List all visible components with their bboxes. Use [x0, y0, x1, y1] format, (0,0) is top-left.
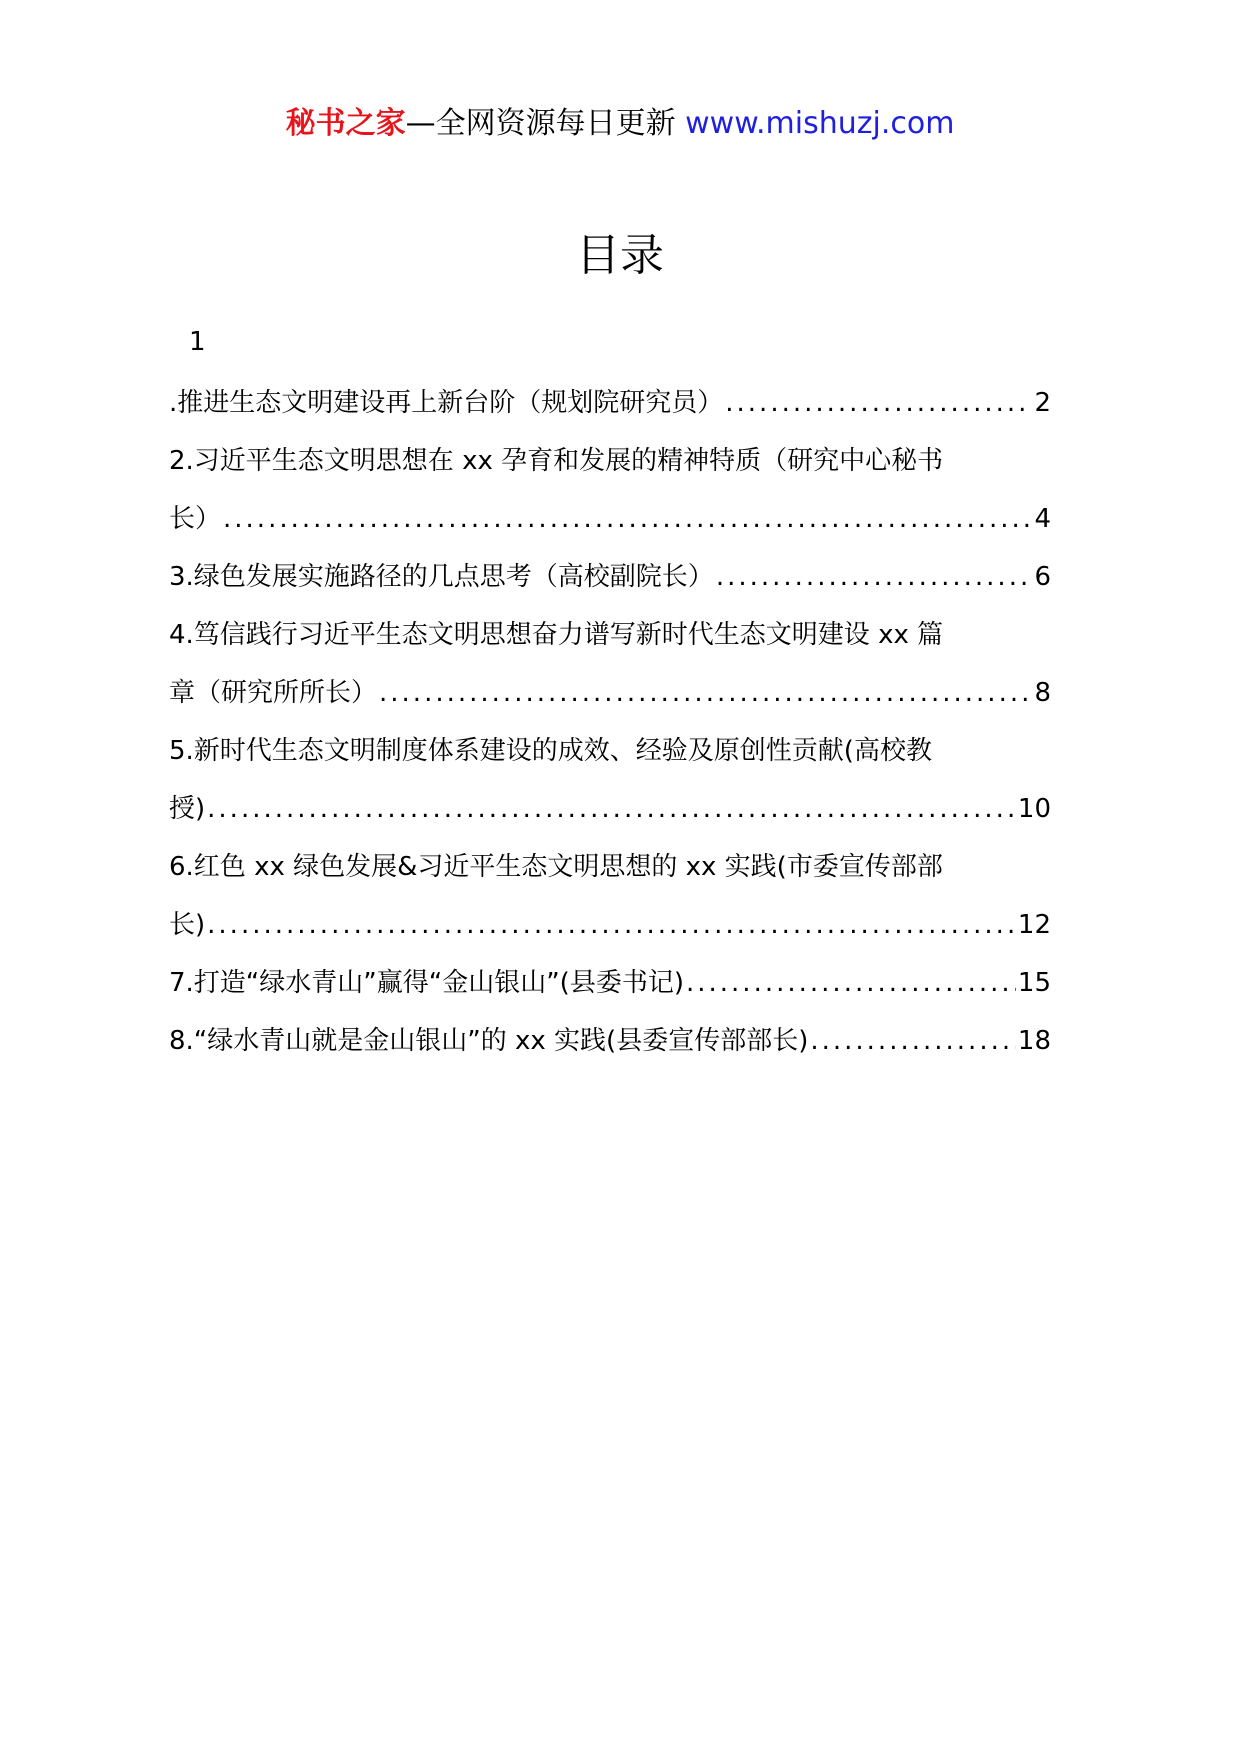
toc-lead-number: 1	[189, 327, 206, 357]
toc-entry-7[interactable]	[169, 963, 1051, 1003]
toc-entry-4-title-cont: 章（研究所所长）	[169, 678, 378, 708]
toc-entry-3[interactable]	[169, 557, 1051, 597]
toc-entry-1-title: .推进生态文明建设再上新台阶（规划院研究员）	[169, 388, 724, 418]
dot-leader	[207, 789, 1016, 829]
toc-entry-5-page: 10	[1017, 794, 1051, 824]
toc-entry-3-title: 3.绿色发展实施路径的几点思考（高校副院长）	[169, 562, 714, 592]
dot-leader	[223, 499, 1032, 539]
toc-entry-2[interactable]	[169, 499, 1051, 539]
toc-entry-2-page: 4	[1034, 504, 1051, 534]
brand-name: 秘书之家	[285, 106, 406, 141]
toc-entry-8-title: 8.“绿水青山就是金山银山”的 xx 实践(县委宣传部部长)	[169, 1026, 809, 1056]
dot-leader	[686, 963, 1016, 1003]
toc-entry-6-title-cont: 长)	[169, 910, 206, 940]
toc-entry-6-page: 12	[1017, 910, 1051, 940]
site-header	[0, 104, 1240, 144]
toc-entry-4-line1[interactable]: 4.笃信践行习近平生态文明思想奋力谱写新时代生态文明建设 xx 篇	[169, 620, 944, 650]
toc-entry-1-page: 2	[1034, 388, 1051, 418]
dot-leader	[716, 557, 1033, 597]
dot-leader	[810, 1021, 1016, 1061]
toc-entry-1[interactable]	[169, 383, 1051, 423]
toc-entry-6[interactable]	[169, 905, 1051, 945]
toc-entry-5[interactable]	[169, 789, 1051, 829]
toc-entry-2-title-cont: 长）	[169, 504, 222, 534]
toc-entry-3-page: 6	[1034, 562, 1051, 592]
toc-entry-4[interactable]	[169, 673, 1051, 713]
toc-entry-5-line1[interactable]: 5.新时代生态文明制度体系建设的成效、经验及原创性贡献(高校教	[169, 736, 932, 766]
toc-entry-7-title: 7.打造“绿水青山”赢得“金山银山”(县委书记)	[169, 968, 684, 998]
toc-entry-6-line1[interactable]: 6.红色 xx 绿色发展&习近平生态文明思想的 xx 实践(市委宣传部部	[169, 852, 943, 882]
toc-entry-4-page: 8	[1034, 678, 1051, 708]
dot-leader	[207, 905, 1016, 945]
toc-entry-8[interactable]	[169, 1021, 1051, 1061]
toc-entry-8-page: 18	[1017, 1026, 1051, 1056]
dot-leader	[379, 673, 1032, 713]
dot-leader	[725, 383, 1032, 423]
header-tagline: —全网资源每日更新	[405, 106, 686, 141]
toc-entry-2-line1[interactable]: 2.习近平生态文明思想在 xx 孕育和发展的精神特质（研究中心秘书	[169, 446, 944, 476]
toc-entry-7-page: 15	[1017, 968, 1051, 998]
site-url-link[interactable]: www.mishuzj.com	[685, 106, 955, 141]
page-title: 目录	[576, 230, 664, 281]
toc-entry-5-title-cont: 授)	[169, 794, 206, 824]
